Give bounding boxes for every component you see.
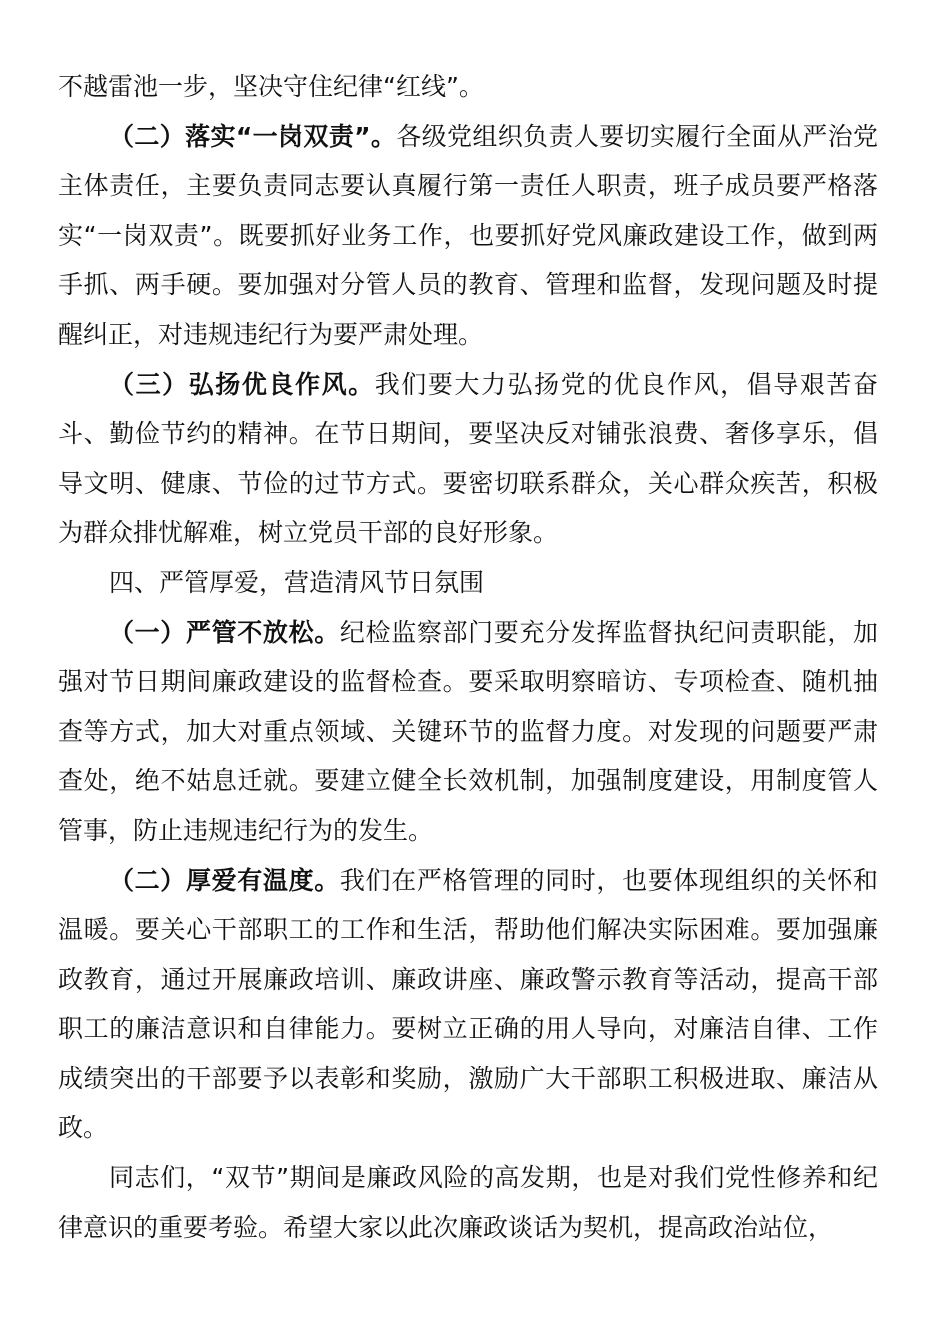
paragraph-text: 纪检监察部门要充分发挥监督执纪问责职能，加强对节日期间廉政建设的监督检查。要采取明察暗访、专项检查、随机抽查等方式，加大对重点领域、关键环节的监督力度。对发现的问题要严肃查处，绝不姑息迁就。要建立健全长效机制，加强制度建设，用制度管人管事，防止违规违纪行为的发生。 [58,617,878,845]
paragraph-heading: （一）严管不放松。 [109,617,340,647]
paragraph-section-4-2 [58,856,878,1154]
paragraph-text: 我们在严格管理的同时，也要体现组织的关怀和温暖。要关心干部职工的工作和生活，帮助他们解决实际困难。要加强廉政教育，通过开展廉政培训、廉政讲座、廉政警示教育等活动，提高干部职工的廉洁意识和自律能力。要树立正确的用人导向，对廉洁自律、工作成绩突出的干部要予以表彰和奖励，激励广大干部职工积极进取、廉洁从政。 [58,865,878,1143]
paragraph-text: 各级党组织负责人要切实履行全面从严治党主体责任，主要负责同志要认真履行第一责任人职责，班子成员要严格落实“一岗双责”。既要抓好业务工作，也要抓好党风廉政建设工作，做到两手抓、两手硬。要加强对分管人员的教育、管理和监督，发现问题及时提醒纠正，对违规违纪行为要严肃处理。 [58,121,878,349]
paragraph-heading: （三）弘扬优良作风。 [109,369,375,399]
section-heading-4 [58,558,878,608]
paragraph-text: 不越雷池一步，坚决守住纪律“红线”。 [58,72,484,101]
paragraph-section-4-1 [58,608,878,856]
paragraph-text: 我们要大力弘扬党的优良作风，倡导艰苦奋斗、勤俭节约的精神。在节日期间，要坚决反对铺张浪费、奢侈享乐，倡导文明、健康、节俭的过节方式。要密切联系群众，关心群众疾苦，积极为群众排忧解难，树立党员干部的良好形象。 [58,369,878,548]
section-heading-text: 四、严管厚爱，营造清风节日氛围 [109,567,485,597]
paragraph-heading: （二）厚爱有温度。 [109,865,340,895]
paragraph-text: 同志们，“双节”期间是廉政风险的高发期，也是对我们党性修养和纪律意识的重要考验。希望大家以此次廉政谈话为契机，提高政治站位， [58,1163,878,1242]
paragraph-continuation [58,62,878,112]
paragraph-heading: （二）落实“一岗双责”。 [109,121,397,151]
paragraph-section-2-3 [58,360,878,558]
paragraph-section-2-2 [58,112,878,360]
paragraph-closing [58,1153,878,1252]
document-body [58,62,878,1252]
